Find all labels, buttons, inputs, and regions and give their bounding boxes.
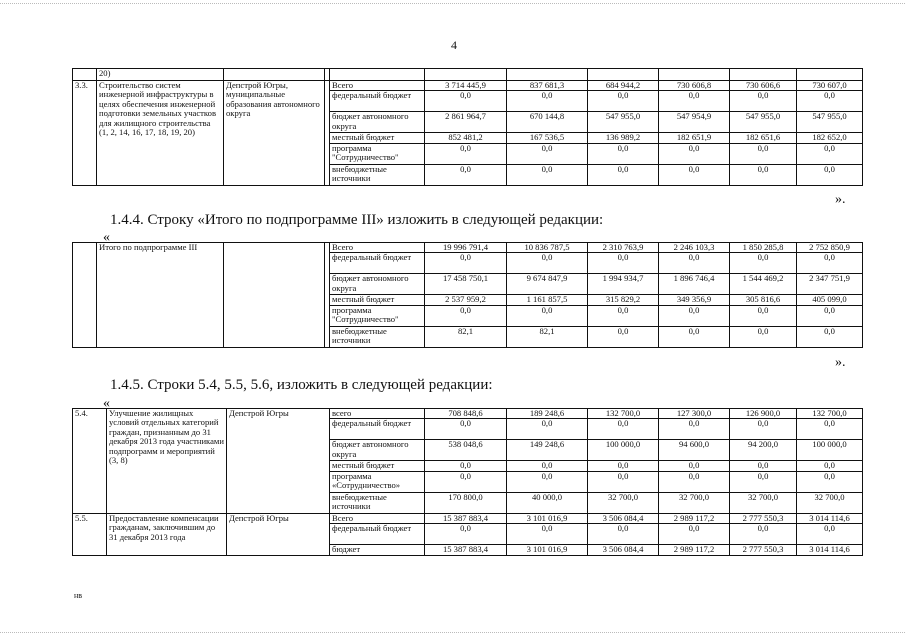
amount-cell: 94 600,0 <box>659 440 730 461</box>
funding-source: федеральный бюджет <box>330 91 425 112</box>
amount-cell: 349 356,9 <box>659 295 730 305</box>
table-row <box>73 409 863 419</box>
amount-cell: 0,0 <box>659 471 730 492</box>
amount-cell: 0,0 <box>659 253 730 274</box>
amount-cell: 189 248,6 <box>507 409 588 419</box>
funding-source: местный бюджет <box>330 295 425 305</box>
amount-cell: 0,0 <box>507 524 588 545</box>
amount-cell: 0,0 <box>730 305 797 326</box>
funding-source: программа "Сотрудничество" <box>330 143 425 164</box>
amount-cell: 3 101 016,9 <box>507 513 588 523</box>
amount-cell: 32 700,0 <box>797 492 863 513</box>
executor: Депстрой Югры <box>227 409 330 514</box>
amount-cell: 3 506 084,4 <box>588 545 659 555</box>
amount-cell: 0,0 <box>730 471 797 492</box>
funding-source: федеральный бюджет <box>330 253 425 274</box>
amount-cell: 10 836 787,5 <box>507 243 588 253</box>
amount-cell: 547 955,0 <box>797 112 863 133</box>
amount-cell: 315 829,2 <box>588 295 659 305</box>
amount-cell: 19 996 791,4 <box>425 243 507 253</box>
amount-cell: 32 700,0 <box>588 492 659 513</box>
amount-cell: 0,0 <box>730 253 797 274</box>
amount-cell: 0,0 <box>425 524 507 545</box>
amount-cell: 0,0 <box>797 143 863 164</box>
funding-source: всего <box>330 409 425 419</box>
funding-source: местный бюджет <box>330 133 425 143</box>
opening-quote-1: « <box>103 230 110 245</box>
amount-cell: 0,0 <box>588 326 659 347</box>
table-row <box>73 81 863 91</box>
footer-mark: нв <box>74 591 83 600</box>
amount-cell: 0,0 <box>507 143 588 164</box>
amount-cell: 136 989,2 <box>588 133 659 143</box>
amount-cell: 182 652,0 <box>797 133 863 143</box>
amount-cell: 0,0 <box>588 471 659 492</box>
amount-cell: 0,0 <box>588 524 659 545</box>
amount-cell: 0,0 <box>588 164 659 185</box>
amount-cell: 305 816,6 <box>730 295 797 305</box>
amount-cell: 0,0 <box>730 143 797 164</box>
amount-cell: 3 714 445,9 <box>425 81 507 91</box>
scan-edge-bottom <box>0 632 905 634</box>
table-row <box>73 243 863 253</box>
amount-cell: 0,0 <box>797 524 863 545</box>
amount-cell: 94 200,0 <box>730 440 797 461</box>
amount-cell: 684 944,2 <box>588 81 659 91</box>
amount-cell: 852 481,2 <box>425 133 507 143</box>
amount-cell: 0,0 <box>425 143 507 164</box>
amount-cell: 0,0 <box>425 419 507 440</box>
amount-cell: 0,0 <box>507 91 588 112</box>
measure-name: Итого по подпрограмме III <box>97 243 224 348</box>
amount-cell: 40 000,0 <box>507 492 588 513</box>
amount-cell: 132 700,0 <box>588 409 659 419</box>
amount-cell: 0,0 <box>588 461 659 471</box>
amount-cell: 0,0 <box>588 419 659 440</box>
amount-cell: 2 752 850,9 <box>797 243 863 253</box>
amount-cell: 0,0 <box>507 461 588 471</box>
amount-cell: 182 651,6 <box>730 133 797 143</box>
funding-source: внебюджетные источники <box>330 326 425 347</box>
amount-cell: 3 014 114,6 <box>797 545 863 555</box>
amount-cell: 2 989 117,2 <box>659 545 730 555</box>
amount-cell: 2 537 959,2 <box>425 295 507 305</box>
funding-source: федеральный бюджет <box>330 524 425 545</box>
closing-quote-1: ». <box>835 192 846 207</box>
amount-cell: 0,0 <box>507 419 588 440</box>
funding-source: Всего <box>330 243 425 253</box>
measure-name: Строительство систем инженерной инфраструктуры в целях обеспечения инженерной подготовки земельных участков для жилищного строительства (1, 2, 14, 16, 17, 18, 19, 20) <box>97 81 224 186</box>
opening-quote-2: « <box>103 396 110 411</box>
funding-source: Всего <box>330 513 425 523</box>
amount-cell: 708 848,6 <box>425 409 507 419</box>
funding-source: внебюджетные источники <box>330 492 425 513</box>
amount-cell: 0,0 <box>797 471 863 492</box>
amount-cell: 0,0 <box>659 305 730 326</box>
amount-cell: 0,0 <box>425 461 507 471</box>
amount-cell: 17 458 750,1 <box>425 274 507 295</box>
amount-cell: 132 700,0 <box>797 409 863 419</box>
table-row <box>73 513 863 523</box>
amount-cell: 9 674 847,9 <box>507 274 588 295</box>
amount-cell: 149 248,6 <box>507 440 588 461</box>
amount-cell: 0,0 <box>425 164 507 185</box>
amount-cell: 0,0 <box>659 524 730 545</box>
amount-cell: 32 700,0 <box>730 492 797 513</box>
amount-cell: 82,1 <box>507 326 588 347</box>
funding-source: внебюджетные источники <box>330 164 425 185</box>
amount-cell: 0,0 <box>659 326 730 347</box>
amount-cell: 1 544 469,2 <box>730 274 797 295</box>
measure-name: Предоставление компенсации гражданам, заключившим до 31 декабря 2013 года <box>107 513 227 555</box>
amount-cell: 0,0 <box>425 91 507 112</box>
amount-cell: 0,0 <box>588 305 659 326</box>
amount-cell: 0,0 <box>425 305 507 326</box>
amount-cell: 1 896 746,4 <box>659 274 730 295</box>
amount-cell: 127 300,0 <box>659 409 730 419</box>
row-number: 5.4. <box>73 409 107 514</box>
table-row-continuation <box>73 69 863 81</box>
amount-cell: 0,0 <box>730 164 797 185</box>
amount-cell: 0,0 <box>797 461 863 471</box>
measure-name: Улучшение жилищных условий отдельных категорий граждан, признанным до 31 декабря 2013 года участниками подпрограмм и мероприятий (3, 8) <box>107 409 227 514</box>
amount-cell: 547 955,0 <box>730 112 797 133</box>
budget-table-5-4-5-5 <box>72 408 863 556</box>
funding-source: Всего <box>330 81 425 91</box>
amount-cell: 0,0 <box>659 91 730 112</box>
amount-cell: 2 310 763,9 <box>588 243 659 253</box>
closing-quote-2: ». <box>835 355 846 370</box>
row-number: 3.3. <box>73 81 97 186</box>
amount-cell: 3 101 016,9 <box>507 545 588 555</box>
section-heading-1-4-5: 1.4.5. Строки 5.4, 5.5, 5.6, изложить в следующей редакции: <box>110 377 493 393</box>
amount-cell: 15 387 883,4 <box>425 513 507 523</box>
amount-cell: 538 048,6 <box>425 440 507 461</box>
amount-cell: 2 777 550,3 <box>730 545 797 555</box>
row-number <box>73 243 97 348</box>
amount-cell: 0,0 <box>797 91 863 112</box>
amount-cell: 0,0 <box>730 524 797 545</box>
amount-cell: 170 800,0 <box>425 492 507 513</box>
amount-cell: 167 536,5 <box>507 133 588 143</box>
amount-cell: 3 506 084,4 <box>588 513 659 523</box>
amount-cell: 3 014 114,6 <box>797 513 863 523</box>
amount-cell: 837 681,3 <box>507 81 588 91</box>
funding-source: местный бюджет <box>330 461 425 471</box>
section-heading-1-4-4: 1.4.4. Строку «Итого по подпрограмме III» изложить в следующей редакции: <box>110 212 604 228</box>
amount-cell: 1 161 857,5 <box>507 295 588 305</box>
amount-cell: 0,0 <box>659 164 730 185</box>
amount-cell: 82,1 <box>425 326 507 347</box>
amount-cell: 2 861 964,7 <box>425 112 507 133</box>
budget-table-3-3 <box>72 68 863 186</box>
scan-edge-top <box>0 3 905 5</box>
funding-source: программа «Сотрудничество» <box>330 471 425 492</box>
amount-cell: 0,0 <box>659 143 730 164</box>
amount-cell: 0,0 <box>730 461 797 471</box>
amount-cell: 2 246 103,3 <box>659 243 730 253</box>
page-number: 4 <box>451 38 457 52</box>
amount-cell: 0,0 <box>797 419 863 440</box>
executor: Депстрой Югры <box>227 513 330 555</box>
amount-cell: 182 651,9 <box>659 133 730 143</box>
amount-cell: 0,0 <box>588 143 659 164</box>
amount-cell: 1 850 285,8 <box>730 243 797 253</box>
amount-cell: 0,0 <box>507 305 588 326</box>
row-number: 5.5. <box>73 513 107 555</box>
amount-cell: 126 900,0 <box>730 409 797 419</box>
amount-cell: 15 387 883,4 <box>425 545 507 555</box>
funding-source: бюджет <box>330 545 425 555</box>
funding-source: программа "Сотрудничество" <box>330 305 425 326</box>
amount-cell: 0,0 <box>797 164 863 185</box>
funding-source: бюджет автономного округа <box>330 112 425 133</box>
funding-source: бюджет автономного округа <box>330 440 425 461</box>
budget-table-subprogram-3-total <box>72 242 863 348</box>
amount-cell: 32 700,0 <box>659 492 730 513</box>
amount-cell: 547 955,0 <box>588 112 659 133</box>
amount-cell: 0,0 <box>730 91 797 112</box>
amount-cell: 0,0 <box>588 253 659 274</box>
amount-cell: 0,0 <box>588 91 659 112</box>
amount-cell: 730 606,8 <box>659 81 730 91</box>
amount-cell: 0,0 <box>507 253 588 274</box>
amount-cell: 0,0 <box>425 471 507 492</box>
amount-cell: 0,0 <box>507 471 588 492</box>
amount-cell: 0,0 <box>797 326 863 347</box>
amount-cell: 670 144,8 <box>507 112 588 133</box>
amount-cell: 405 099,0 <box>797 295 863 305</box>
amount-cell: 0,0 <box>659 461 730 471</box>
amount-cell: 100 000,0 <box>588 440 659 461</box>
amount-cell: 2 777 550,3 <box>730 513 797 523</box>
amount-cell: 2 989 117,2 <box>659 513 730 523</box>
amount-cell: 0,0 <box>425 253 507 274</box>
executor <box>224 243 325 348</box>
amount-cell: 730 607,0 <box>797 81 863 91</box>
executor: Депстрой Югры, муниципальные образования автономного округа <box>224 81 325 186</box>
amount-cell: 547 954,9 <box>659 112 730 133</box>
amount-cell: 0,0 <box>507 164 588 185</box>
funding-source: федеральный бюджет <box>330 419 425 440</box>
amount-cell: 0,0 <box>797 253 863 274</box>
amount-cell: 2 347 751,9 <box>797 274 863 295</box>
amount-cell: 100 000,0 <box>797 440 863 461</box>
amount-cell: 0,0 <box>730 419 797 440</box>
amount-cell: 730 606,6 <box>730 81 797 91</box>
funding-source: бюджет автономного округа <box>330 274 425 295</box>
amount-cell: 1 994 934,7 <box>588 274 659 295</box>
amount-cell: 0,0 <box>797 305 863 326</box>
amount-cell: 0,0 <box>659 419 730 440</box>
continuation-text: 20) <box>97 69 224 81</box>
amount-cell: 0,0 <box>730 326 797 347</box>
